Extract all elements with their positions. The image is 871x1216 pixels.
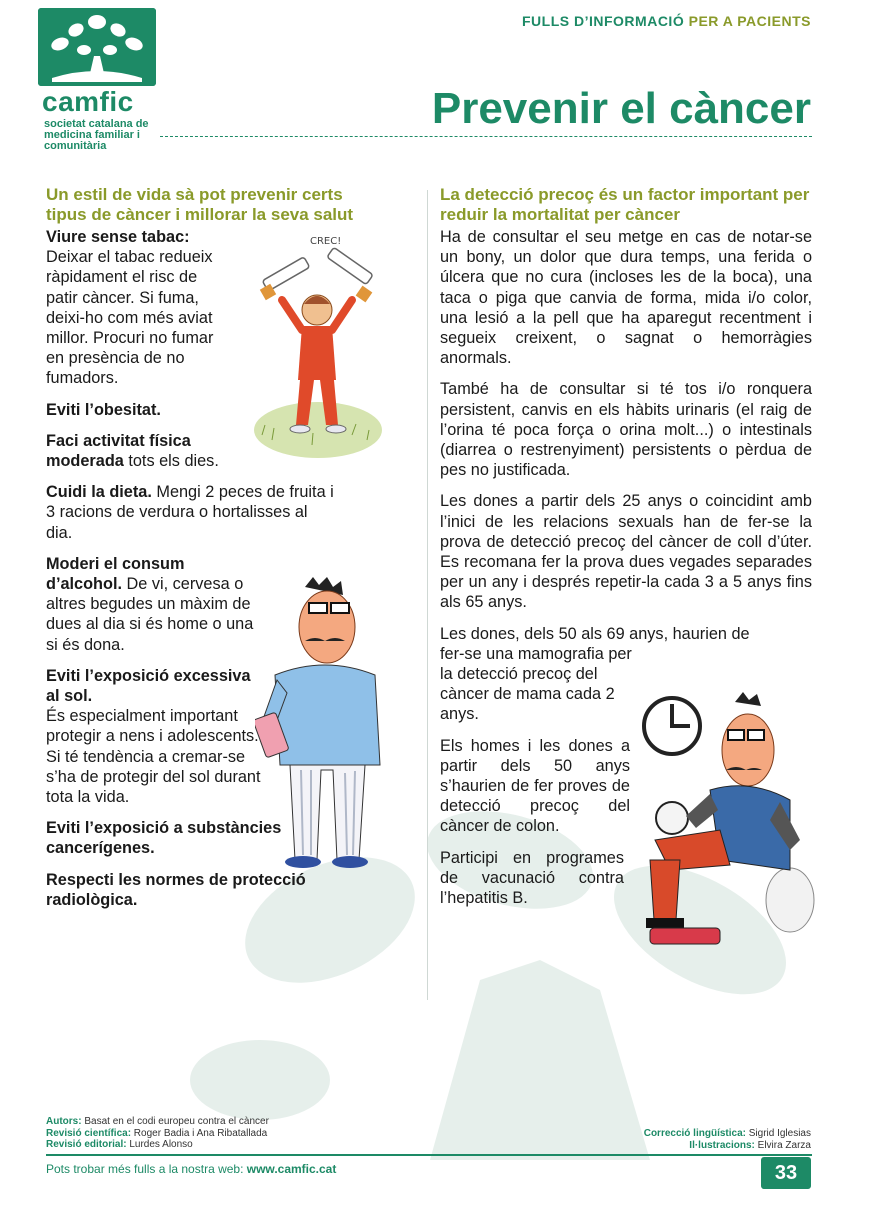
brand-subtitle: societat catalana de medicina familiar i comunitària xyxy=(44,118,149,152)
cigarette-woman-illustration xyxy=(252,230,384,468)
credit-revisio-cientifica-label: Revisió científica: xyxy=(46,1127,132,1139)
title-rule xyxy=(160,136,812,137)
para-hepatitis: Participi en programes de vacunació contra l’hepatitis B. xyxy=(440,848,624,908)
credit-correccio xyxy=(644,1128,811,1140)
credit-revisio-cientifica xyxy=(46,1128,269,1140)
right-heading: La detecció precoç és un factor important per reduir la mortalitat per càncer xyxy=(440,185,810,224)
column-divider xyxy=(427,190,428,1000)
camfic-logo xyxy=(38,8,156,86)
page-title: Prevenir el càncer xyxy=(431,84,811,133)
credit-illustracions-value: Elvira Zarza xyxy=(754,1139,811,1151)
credit-correccio-label: Correcció lingüística: xyxy=(643,1128,746,1139)
para-colon: Els homes i les dones a partir dels 50 anys s’haurien de fer proves de detecció precoç del càncer de colon. xyxy=(440,736,630,836)
para-mammography-line1: Les dones, dels 50 als 69 anys, haurien de xyxy=(440,624,750,643)
credit-illustracions xyxy=(644,1140,811,1152)
tip-alcohol xyxy=(46,554,258,655)
crec-label: CREC! xyxy=(310,236,342,247)
footer-web-text xyxy=(46,1162,336,1176)
page-number: 33 xyxy=(761,1157,811,1189)
credit-illustracions-label: Il·lustracions: xyxy=(689,1139,755,1151)
toilet-man-illustration xyxy=(640,690,815,960)
para-persistent: També ha de consultar si té tos i/o ronquera persistent, canvis en els hàbits urinaris (el raig de l’orina té poca força o orina molt...) o intestinals (diarrea o restrenyiment) persistents o pèrdua de pes no justificada. xyxy=(440,380,812,480)
tip-sol xyxy=(46,666,268,807)
para-symptoms: Ha de consultar el seu metge en cas de notar-se un bony, un dolor que dura temps, una ferida o úlcera que no cura (incloses les de la boca), una taca o piga que canvia de forma, mida i/o color, una lesió a la pell que ha aparegut recentment i segueix creixent, o sagnat o hemorràgies anormals. xyxy=(440,228,812,368)
footer-web-label: Pots trobar més fulls a la nostra web: xyxy=(46,1162,247,1176)
credits-left xyxy=(46,1116,269,1151)
credit-autors-label: Autors: xyxy=(46,1116,82,1127)
credit-autors-value: Basat en el codi europeu contra el càncer xyxy=(81,1116,269,1127)
brand-name: camfic xyxy=(42,86,134,117)
top-label-main: FULLS D’INFORMACIÓ xyxy=(522,13,685,29)
tip-dieta-text: Mengi 2 peces de fruita i 3 racions de verdura o hortalisses al dia. xyxy=(46,483,334,542)
tip-activitat xyxy=(46,431,266,471)
credit-revisio-editorial-label: Revisió editorial: xyxy=(46,1139,127,1150)
tip-substancies-title: Eviti l’exposició a substàncies cancerígenes. xyxy=(46,819,282,858)
footer-rule xyxy=(46,1154,812,1156)
credit-autors xyxy=(46,1116,269,1128)
tip-sol-text: És especialment important protegir a nens i adolescents. Si té tendència a cremar-se s’ha de protegir del sol durant tota la vida. xyxy=(46,707,261,807)
tip-tabac-title: Viure sense tabac: xyxy=(46,228,190,246)
tip-dieta-title: Cuidi la dieta. xyxy=(46,483,152,502)
tip-activitat-title: Faci activitat física moderada xyxy=(46,431,191,471)
tip-radiologica-title: Respecti les normes de protecció radiològica. xyxy=(46,870,306,909)
credits-right xyxy=(644,1128,811,1151)
tip-alcohol-title: Moderi el consum d’alcohol. xyxy=(46,554,185,594)
alcohol-man-illustration xyxy=(255,575,390,875)
tip-dieta xyxy=(46,482,336,543)
credit-revisio-editorial-value: Lurdes Alonso xyxy=(126,1139,193,1150)
top-label xyxy=(522,13,811,29)
tip-tabac xyxy=(46,227,216,389)
left-heading: Un estil de vida sà pot prevenir certs tipus de càncer i millorar la seva salut xyxy=(46,185,354,224)
tip-obesitat-title: Eviti l’obesitat. xyxy=(46,400,161,419)
credit-revisio-cientifica-value: Roger Badia i Ana Ribatallada xyxy=(131,1127,268,1139)
tip-activitat-text: tots els dies. xyxy=(123,452,219,471)
para-mammography-rest: fer-se una mamografia per la detecció precoç del càncer de mama cada 2 anys. xyxy=(440,644,632,724)
para-cervical: Les dones a partir dels 25 anys o coincidint amb l’inici de les relacions sexuals han de fer-se la prova de detecció precoç del càncer de coll d’úter. Es recomana fer la prova dues vegades separades per un any i després repetir-la cada 3 a 5 anys fins als 65 anys. xyxy=(440,492,812,612)
tip-alcohol-text: De vi, cervesa o altres begudes un màxim de dues al dia si és home o una si és dona. xyxy=(46,575,254,654)
tip-sol-title: Eviti l’exposició excessiva al sol. xyxy=(46,666,251,706)
top-label-accent: PER A PACIENTS xyxy=(684,13,811,29)
tip-radiologica xyxy=(46,870,356,910)
footer-web-link[interactable]: www.camfic.cat xyxy=(246,1162,337,1176)
credit-correccio-value: Sigrid Iglesias xyxy=(745,1128,811,1139)
credit-revisio-editorial xyxy=(46,1139,269,1151)
tip-tabac-text: Deixar el tabac redueix ràpidament el risc de patir càncer. Si fuma, deixi-ho com més aviat millor. Procuri no fumar en presència de no fumadors. xyxy=(46,248,214,388)
